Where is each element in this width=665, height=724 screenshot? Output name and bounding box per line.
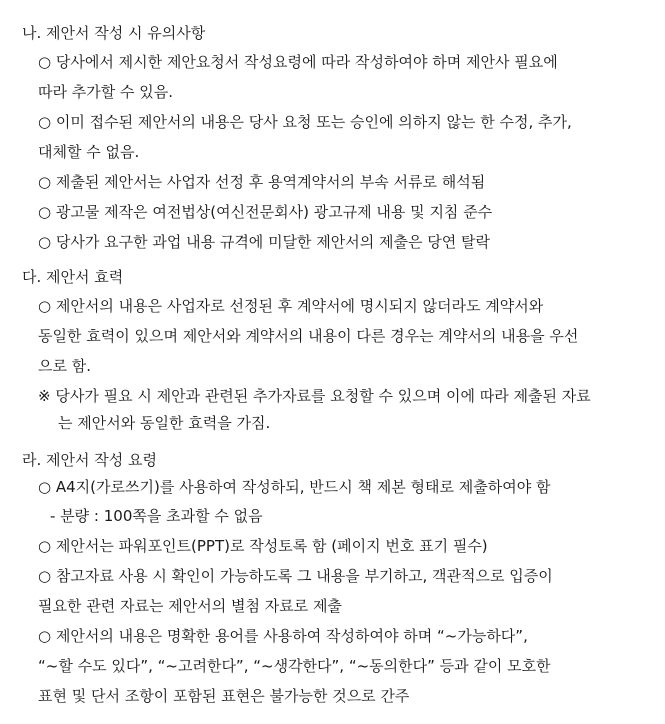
writing-item-1: ○ A4지(가로쓰기)를 사용하여 작성하되, 반드시 책 제본 형태로 제출하여야 함 [38,478,551,496]
section-heading-validity: 다. 제안서 효력 [22,268,124,286]
guideline-item-5: ○ 당사가 요구한 과업 내용 규격에 미달한 제안서의 제출은 당연 탈락 [38,233,491,251]
validity-item-1-cont-1: 동일한 효력이 있으며 제안서와 계약서의 내용이 다른 경우는 계약서의 내용을 우선 [38,327,579,345]
writing-item-2: ○ 제안서는 파워포인트(PPT)로 작성토록 함 (페이지 번호 표기 필수) [38,537,488,555]
guideline-item-4: ○ 광고물 제작은 여전법상(여신전문회사) 광고규제 내용 및 지침 준수 [38,203,493,221]
validity-note-cont: 는 제안서와 동일한 효력을 가짐. [58,414,271,432]
section-heading-guidelines: 나. 제안서 작성 시 유의사항 [22,24,206,42]
section-heading-writing-guide: 라. 제안서 작성 요령 [22,451,157,469]
writing-item-3-cont: 필요한 관련 자료는 제안서의 별첨 자료로 제출 [38,597,342,615]
guideline-item-2: ○ 이미 접수된 제안서의 내용은 당사 요청 또는 승인에 의하지 않는 한 수정, 추가, [38,113,572,131]
guideline-item-1-cont: 따라 추가할 수 있음. [38,83,173,101]
validity-note: ※ 당사가 필요 시 제안과 관련된 추가자료를 요청할 수 있으며 이에 따라 제출된 자료 [38,387,591,405]
guideline-item-3: ○ 제출된 제안서는 사업자 선정 후 용역계약서의 부속 서류로 해석됨 [38,173,486,191]
writing-item-1-sub: - 분량 : 100쪽을 초과할 수 없음 [50,507,263,525]
writing-item-3: ○ 참고자료 사용 시 확인이 가능하도록 그 내용을 부기하고, 객관적으로 입증이 [38,567,553,585]
validity-item-1: ○ 제안서의 내용은 사업자로 선정된 후 계약서에 명시되지 않더라도 계약서와 [38,297,544,315]
writing-item-4-cont-1: “~할 수도 있다”, “~고려한다”, “~생각한다”, “~동의한다” 등과 같이 모호한 [38,657,551,675]
guideline-item-2-cont: 대체할 수 없음. [38,143,140,161]
validity-item-1-cont-2: 으로 함. [38,357,92,375]
guideline-item-1: ○ 당사에서 제시한 제안요청서 작성요령에 따라 작성하여야 하며 제안사 필요에 [38,53,558,71]
writing-item-4: ○ 제안서의 내용은 명확한 용어를 사용하여 작성하여야 하며 “~가능하다”, [38,627,528,645]
writing-item-4-cont-2: 표현 및 단서 조항이 포함된 표현은 불가능한 것으로 간주 [38,687,410,705]
